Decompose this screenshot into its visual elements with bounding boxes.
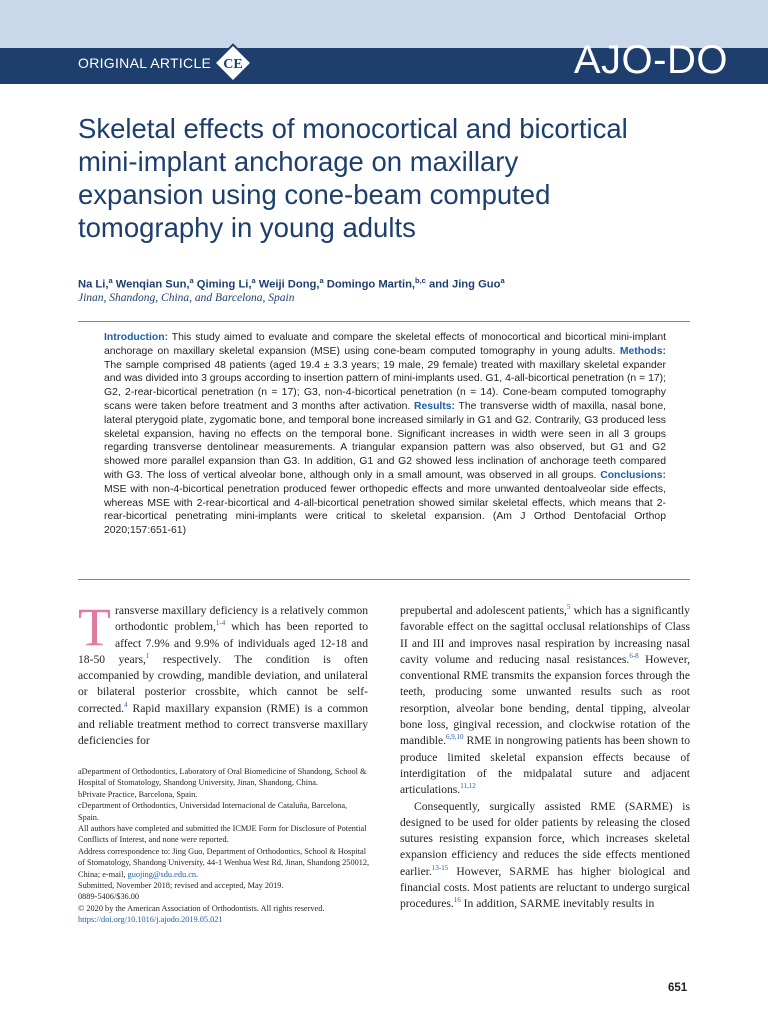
author-affil-mark: a xyxy=(319,276,324,285)
body-text: However, SARME has higher biological and financial costs. Most patients are reluctant to undergo surgical procedures. xyxy=(400,864,690,911)
ce-badge-text: CE xyxy=(223,57,243,72)
footnote-copyright: © 2020 by the American Association of Orthodontists. All rights reserved. xyxy=(78,903,325,913)
body-text: respectively. The condition is often accompanied by crowding, mandible deviation, and unilateral or bilateral posterior crossbite, which cannot be self-corrected. xyxy=(78,652,368,715)
footnote-conflicts: All authors have completed and submitted the ICMJE Form for Disclosure of Potential Conflicts of Interest, and none were reported. xyxy=(78,824,367,845)
citation-link[interactable]: 1-4 xyxy=(215,619,226,628)
abstract xyxy=(104,331,666,538)
abstract-heading-results: Results: xyxy=(414,400,456,412)
abstract-heading-methods: Methods: xyxy=(619,345,666,357)
abstract-results: The transverse width of maxilla, nasal bone, lateral pterygoid plate, zygomatic bone, and temporal bone increased similarly in G1 and G2. Contrarily, G3 produced less skeletal expansion, having no effects on the temporal bone. Significant increases in width were seen in all 3 groups regarding transverse dentolinear measurements. A triangular expansion pattern was also observed, but G1 and G2 showed more parallel expansion than G3. In addition, G1 and G2 showed less inclination of anchorage teeth compared with G3. The loss of vertical alveolar bone, although only in a small amount, was observed in all groups. xyxy=(104,400,666,481)
abstract-introduction: This study aimed to evaluate and compare the skeletal effects of monocortical and bicortical mini-implant anchorage on maxillary skeletal expansion (MSE) using cone-beam computed tomography in young adults. xyxy=(104,332,666,357)
author-affil-mark: a xyxy=(108,276,113,285)
author-list xyxy=(78,276,698,291)
citation-link[interactable]: 6-8 xyxy=(629,652,639,661)
drop-cap: T xyxy=(78,597,111,657)
citation-link[interactable]: 1 xyxy=(145,652,150,661)
body-text: RME in nongrowing patients has been shown to produce limited skeletal expansion effects because of interdigitation of the midpalatal suture and adjacent articulations. xyxy=(400,734,690,797)
citation-link[interactable]: 16 xyxy=(453,896,461,905)
author-name: Weiji Dong, xyxy=(258,278,320,291)
body-column-left xyxy=(78,597,369,750)
author-affil-mark: a xyxy=(251,276,256,285)
footnote-affiliation-b: bPrivate Practice, Barcelona, Spain. xyxy=(78,789,198,799)
footnote-submitted: Submitted, November 2018; revised and accepted, May 2019. xyxy=(78,881,284,891)
abstract-top-rule xyxy=(78,321,690,322)
citation-link[interactable]: 13-15 xyxy=(431,863,449,872)
body-text: which has been reported to affect 7.9% and 9.9% of individuals aged 12-18 and 18-50 years, xyxy=(78,620,369,666)
abstract-methods: The sample comprised 48 patients (aged 19.4 ± 3.3 years; 19 male, 29 female) treated with maxillary skeletal expander and was divided into 3 groups according to insertion pattern of mini-implants used. G1, 4-all-bicortical penetration (n = 17); G2, 2-rear-bicortical penetration (n = 17); G3, non-4-bicortical penetration (n = 14). Cone-beam computed tomography scans were taken before treatment and 3 months after activation. xyxy=(104,359,666,412)
abstract-conclusions: MSE with non-4-bicortical penetration produced fewer orthopedic effects and more unwanted dentoalveolar side effects, whereas MSE with 2-rear-bicortical and 4-all-bicortical penetration showed similar skeletal effects, which means that 2-rear-bicortical penetrating mini-implants were critical to skeletal expansion. (Am J Orthod Dentofacial Orthop 2020;157:651-61) xyxy=(104,483,666,537)
footnote-issn: 0889-5406/$36.00 xyxy=(78,892,140,902)
citation-link[interactable]: 4 xyxy=(124,700,128,709)
citation-link[interactable]: 5 xyxy=(566,603,571,612)
abstract-heading-introduction: Introduction: xyxy=(104,332,169,343)
abstract-heading-conclusions: Conclusions: xyxy=(600,469,666,481)
body-column-right xyxy=(400,603,690,913)
doi-link[interactable]: https://doi.org/10.1016/j.ajodo.2019.05.021 xyxy=(78,915,223,925)
abstract-bottom-rule xyxy=(78,579,690,580)
author-affil-mark: a xyxy=(500,276,505,285)
author-affiliation: Jinan, Shandong, China, and Barcelona, Spain xyxy=(78,292,295,304)
page-number: 651 xyxy=(668,982,688,994)
article-type-label: ORIGINAL ARTICLE xyxy=(78,55,212,71)
author-name: and Jing Guo xyxy=(428,278,501,291)
ce-badge-icon xyxy=(212,42,254,84)
author-affil-mark: b,c xyxy=(415,276,426,285)
author-name: Domingo Martin, xyxy=(326,278,416,291)
journal-name: AJO-DO xyxy=(573,38,728,82)
author-name: Wenqian Sun, xyxy=(115,278,190,291)
body-text: prepubertal and adolescent patients, xyxy=(400,604,567,617)
correspondence-address: Address correspondence to: Jing Guo, Department of Orthodontics, School & Hospital of Stomatology, Shandong University, 44-1 Wenhua West Rd, Jinan, Shandong 250012, China; e-mail, xyxy=(78,846,370,879)
footnote-affiliation-a: aDepartment of Orthodontics, Laboratory of Oral Biomedicine of Shandong, School & Hospital of Stomatology, Shandong University, Jinan, Shandong, China. xyxy=(78,767,367,788)
body-text: Rapid maxillary expansion (RME) is a common and reliable treatment method to correct transverse maxillary deficiencies for xyxy=(78,701,368,748)
author-name: Qiming Li, xyxy=(196,278,252,291)
body-text: However, conventional RME transmits the expansion forces through the teeth, producing some unwanted results such as root resorption, alveolar bone bending, dental tipping, alveolar bone loss, gingival recession, and clockwise rotation of the mandible. xyxy=(400,652,690,748)
article-title: Skeletal effects of monocortical and bicortical mini-implant anchorage on maxillary expansion using cone-beam computed tomography in young adults xyxy=(78,113,628,243)
author-affil-mark: a xyxy=(189,276,194,285)
footnote-affiliation-c: cDepartment of Orthodontics, Universidad Internacional de Cataluña, Barcelona, Spain. xyxy=(78,801,348,822)
footnotes xyxy=(78,766,370,926)
body-text: ransverse maxillary deficiency is a relatively common orthodontic problem, xyxy=(115,604,368,634)
body-text: which has a significantly favorable effect on the sagittal occlusal relationships of Class II and III and improves nasal respiration by increasing nasal cavity volume and reducing nasal resistances. xyxy=(400,604,690,666)
footnote-correspondence: Address correspondence to: Jing Guo, Department of Orthodontics, School & Hospital of Stomatology, Shandong University, 44-1 Wenhua West Rd, Jinan, Shandong 250012, China; e-mail, guojing@sdu.edu.cn. xyxy=(78,846,370,879)
correspondence-email-link[interactable]: guojing@sdu.edu.cn xyxy=(127,869,197,879)
citation-link[interactable]: 6,9,10 xyxy=(446,733,464,742)
author-name: Na Li, xyxy=(78,278,109,291)
body-text: Consequently, surgically assisted RME (SARME) is designed to be used for older patients by releasing the closed sutures resisting expansion force, which increases skeletal expansion efficiency and reduces the side effects mentioned earlier. xyxy=(400,799,690,878)
body-text: In addition, SARME inevitably results in xyxy=(460,897,655,911)
citation-link[interactable]: 11,12 xyxy=(460,782,476,791)
